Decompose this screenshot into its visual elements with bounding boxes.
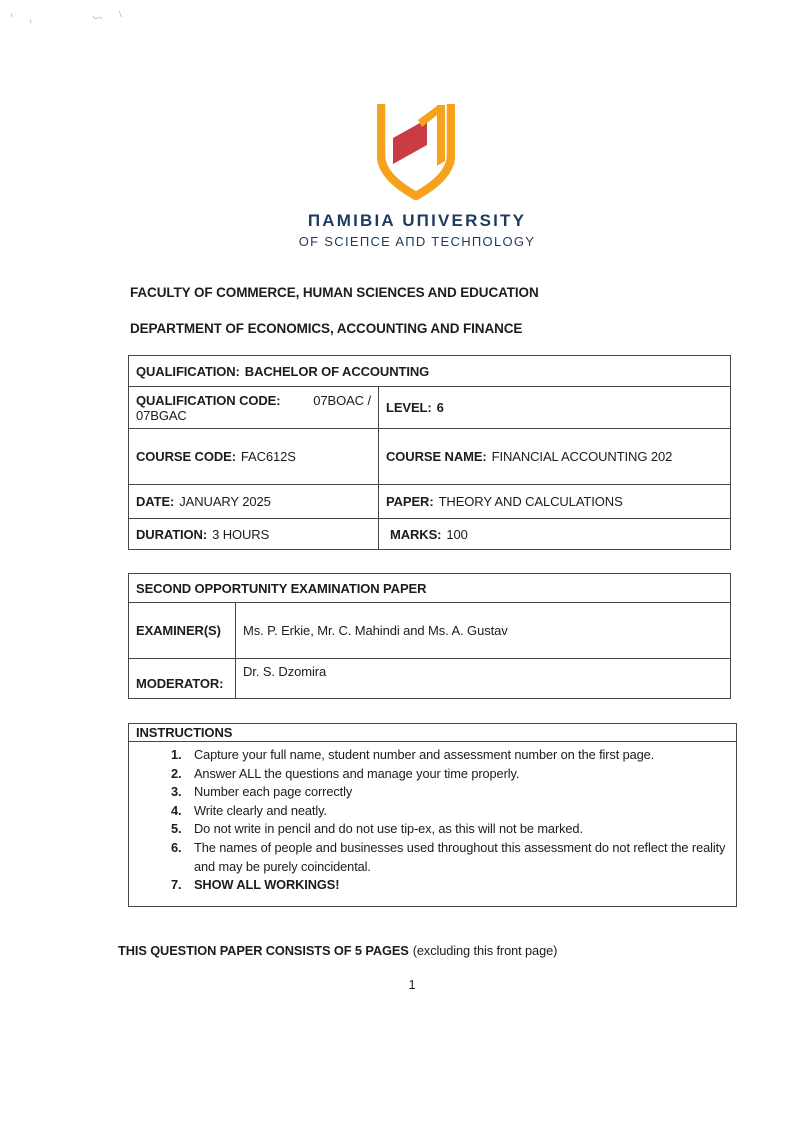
duration-value: 3 HOURS: [212, 526, 270, 542]
course-name-label: COURSE NAME:: [386, 449, 487, 464]
instruction-item-1: [129, 746, 736, 765]
instruction-text: Do not write in pencil and do not use tip-ex, as this will not be marked.: [194, 821, 583, 837]
examiners-label-cell: EXAMINER(S): [129, 603, 236, 659]
exam-paper-title-cell: SECOND OPPORTUNITY EXAMINATION PAPER: [129, 574, 731, 603]
instruction-number: 4.: [171, 802, 182, 818]
qualification-cell: [129, 356, 731, 387]
instructions-title: INSTRUCTIONS: [129, 724, 736, 742]
qualification-code-row: [129, 387, 731, 429]
qualification-code-label: QUALIFICATION CODE:: [136, 392, 281, 408]
level-cell: [379, 387, 731, 429]
instruction-number: 3.: [171, 784, 182, 800]
university-name: ПAMIBIA UПIVERSITY: [307, 211, 527, 230]
date-cell: [129, 485, 379, 519]
instruction-item-2: [129, 765, 736, 784]
examiners-row: [129, 603, 731, 659]
instructions-box: [128, 723, 737, 907]
qualification-code-value-line1: 07BOAC /: [313, 392, 371, 408]
moderator-value-cell: Dr. S. Dzomira: [236, 659, 731, 699]
course-code-row: [129, 429, 731, 485]
inner-hook: [418, 106, 437, 127]
examination-table: [128, 573, 731, 699]
course-code-cell: [129, 429, 379, 485]
duration-cell: [129, 519, 379, 550]
date-row: [129, 485, 731, 519]
instruction-number: 6.: [171, 839, 182, 855]
course-code-value: FAC612S: [240, 449, 296, 464]
university-tagline: OF SCIEПCE AПD TECHПOLOGY: [298, 234, 536, 249]
moderator-row: [129, 659, 731, 699]
duration-label: DURATION:: [136, 526, 208, 542]
instruction-text: Number each page correctly: [194, 784, 353, 800]
moderator-label-cell: MODERATOR:: [129, 659, 236, 699]
level-value: 6: [436, 400, 444, 415]
date-value: JANUARY 2025: [179, 494, 271, 509]
course-name-value: FINANCIAL ACCOUNTING 202: [491, 449, 673, 464]
instruction-text: Write clearly and neatly.: [194, 802, 327, 818]
faculty-heading: FACULTY OF COMMERCE, HUMAN SCIENCES AND EDUCATION: [130, 285, 539, 300]
qualification-label: QUALIFICATION:: [136, 363, 240, 379]
instruction-item-7: [129, 876, 736, 895]
page-count-note: (excluding this front page): [412, 943, 558, 958]
instruction-item-4: [129, 802, 736, 821]
qualification-row: [129, 356, 731, 387]
marks-value: 100: [446, 526, 468, 542]
paper-label: PAPER:: [386, 494, 434, 509]
university-logo-text: [257, 210, 577, 250]
instruction-text: Answer ALL the questions and manage your time properly.: [194, 765, 520, 781]
instruction-number: 7.: [171, 877, 182, 893]
instruction-text: The names of people and businesses used throughout this assessment do not reflect the reality and may be purely coincidental.: [194, 839, 726, 874]
instruction-number: 5.: [171, 821, 182, 837]
qualification-code-value-line2: 07BGAC: [136, 407, 187, 423]
duration-row: [129, 519, 731, 550]
instruction-text: SHOW ALL WORKINGS!: [194, 877, 340, 893]
marks-label: MARKS:: [390, 526, 442, 542]
instructions-list: [129, 742, 736, 895]
paper-value: THEORY AND CALCULATIONS: [438, 494, 623, 509]
page-number: 1: [408, 978, 416, 992]
level-label: LEVEL:: [386, 400, 432, 415]
date-label: DATE:: [136, 494, 175, 509]
department-heading: DEPARTMENT OF ECONOMICS, ACCOUNTING AND FINANCE: [130, 321, 523, 336]
stray-pen-marks-icon: [5, 6, 145, 34]
instruction-text: Capture your full name, student number and assessment number on the first page.: [194, 747, 655, 762]
paper-cell: [379, 485, 731, 519]
examiners-value-cell: Ms. P. Erkie, Mr. C. Mahindi and Ms. A. Gustav: [236, 603, 731, 659]
qualification-code-cell: [129, 387, 379, 429]
qualification-value: BACHELOR OF ACCOUNTING: [244, 363, 430, 379]
instruction-item-6: [129, 839, 736, 876]
instruction-number: 2.: [171, 765, 182, 781]
marks-cell: [379, 519, 731, 550]
exam-title-row: [129, 574, 731, 603]
instruction-item-5: [129, 820, 736, 839]
course-details-table: [128, 355, 731, 550]
university-shield-icon: [377, 103, 455, 200]
course-code-label: COURSE CODE:: [136, 449, 236, 464]
instruction-item-3: [129, 783, 736, 802]
page-count-statement: [118, 943, 557, 958]
course-name-cell: [379, 429, 731, 485]
instruction-number: 1.: [171, 747, 182, 762]
page-count-bold: THIS QUESTION PAPER CONSISTS OF 5 PAGES: [118, 943, 409, 958]
inner-bar: [437, 105, 445, 166]
